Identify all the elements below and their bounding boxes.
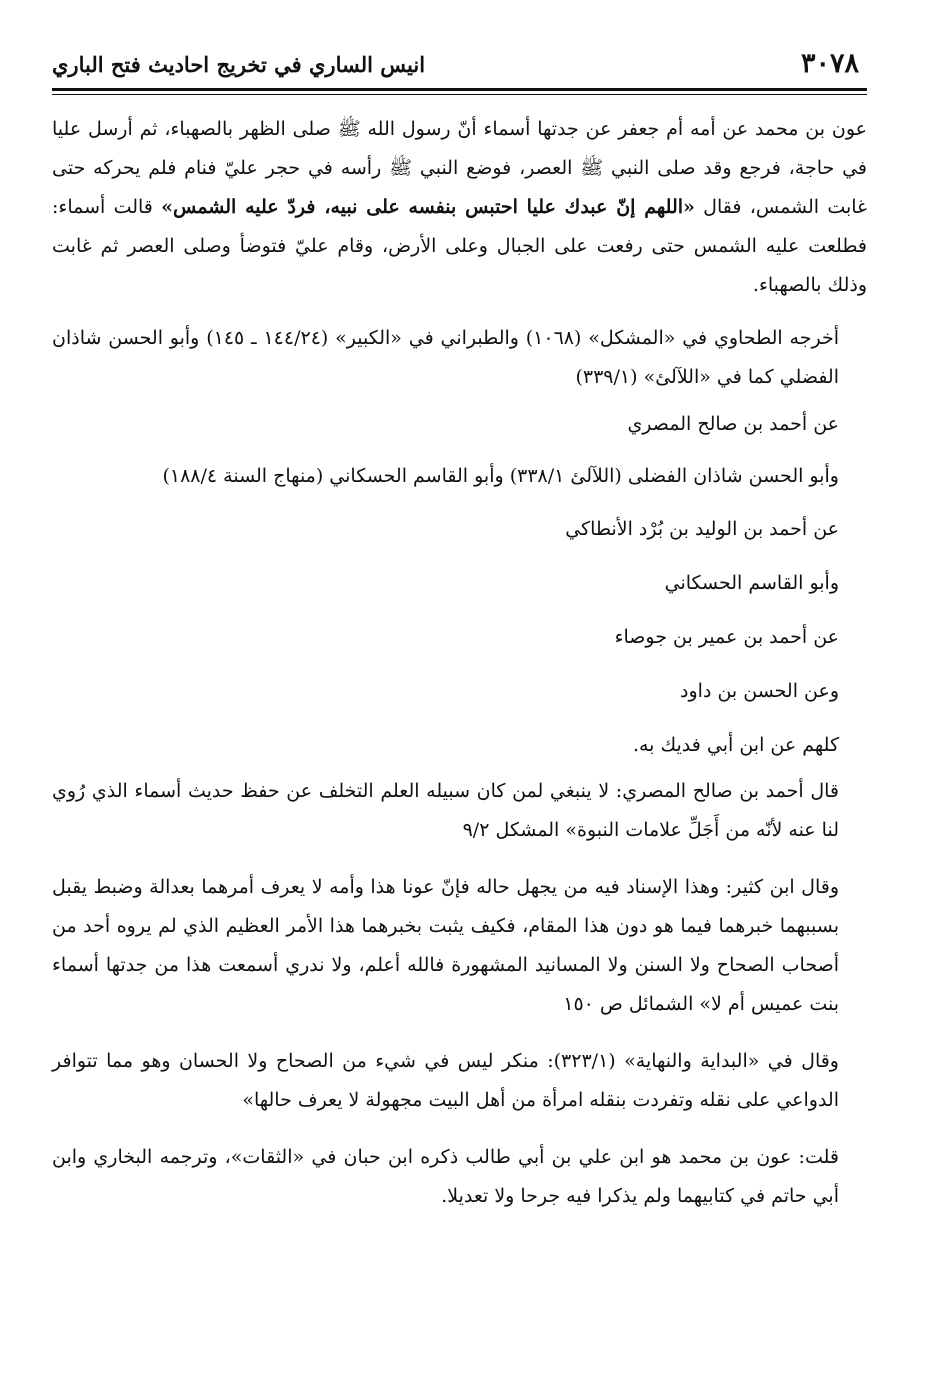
quote-ahmad-salih: قال أحمد بن صالح المصري: لا ينبغي لمن كان سبيله العلم التخلف عن حفظ حديث أسماء الذي رُوي لنا عنه لأنّه من أَجَلِّ علامات النبوة» المشكل ٩/٢ xyxy=(52,780,839,841)
hadith-text-end: قالت أسماء: فطلعت عليه الشمس حتى رفعت على الجبال وعلى الأرض، وقام عليّ فتوضأ وصلى العصر ثم غابت وذلك بالصهباء. xyxy=(52,196,867,296)
chain-line: وعن الحسن بن داود xyxy=(680,680,839,702)
chain-line: كلهم عن ابن أبي فديك به. xyxy=(632,734,839,756)
isnad-chain xyxy=(52,502,867,772)
page-body xyxy=(52,110,867,1216)
page-header xyxy=(52,48,867,92)
takhrij-paragraph-2: وأبو الحسن شاذان الفضلى (اللآلئ ٣٣٨/١) وأبو القاسم الحسكاني (منهاج السنة ١٨٨/٤) xyxy=(162,465,839,487)
chain-line: عن أحمد بن عمير بن جوصاء xyxy=(614,626,839,648)
running-title: انيس الساري في تخريج احاديث فتح الباري xyxy=(52,52,426,77)
chain-line: وأبو القاسم الحسكاني xyxy=(664,572,839,594)
hadith-quote-bold: «اللهم إنّ عبدك عليا احتبس بنفسه على نبيه، فردّ عليه الشمس» xyxy=(161,196,695,218)
takhrij-paragraph: أخرجه الطحاوي في «المشكل» (١٠٦٨) والطبراني في «الكبير» (١٤٤/٢٤ ـ ١٤٥) وأبو الحسن شاذان الفضلي كما في «اللآلئ» (٣٣٩/١) xyxy=(52,327,839,388)
header-rule-thick xyxy=(52,88,867,91)
hadith-paragraph xyxy=(52,110,867,305)
header-rule-thin xyxy=(52,94,867,95)
book-page xyxy=(52,0,867,1385)
quote-bidaya: وقال في «البداية والنهاية» (٣٢٣/١): منكر ليس في شيء من الصحاح ولا الحسان وهو مما تتوافر الدواعي على نقله وتفردت بنقله امرأة من أهل البيت مجهولة لا يعرف حالها» xyxy=(52,1050,839,1111)
chain-line: عن أحمد بن الوليد بن بُرْد الأنطاكي xyxy=(565,518,839,540)
hadith-text-start: عون بن محمد عن أمه أم جعفر عن جدتها أسماء أنّ رسول الله ﷺ صلى الظهر بالصهباء، ثم أرسل عليا في حاجة، فرجع وقد صلى النبي ﷺ العصر، فوضع النبي ﷺ رأسه في حجر عليّ فنام فلم يحركه حتى غابت الشمس، فقال xyxy=(52,118,867,218)
author-note: قلت: عون بن محمد هو ابن علي بن أبي طالب ذكره ابن حبان في «الثقات»، وترجمه البخاري وابن أبي حاتم في كتابيهما ولم يذكرا فيه جرحا ولا تعديلا. xyxy=(52,1146,839,1207)
quote-ibn-kathir: وقال ابن كثير: وهذا الإسناد فيه من يجهل حاله فإنّ عونا هذا وأمه لا يعرف أمرهما بعدالة وضبط يقبل بسببهما خبرهما فيما هو دون هذا المقام، فكيف يثبت بخبرهما هذا الأمر العظيم الذي لم يروه أحد من أصحاب الصحاح ولا السنن ولا المسانيد المشهورة فالله أعلم، ولا ندري أسمعت هذا من جدتها أسماء بنت عميس أم لا» الشمائل ص ١٥٠ xyxy=(52,876,839,1015)
chain-line-ahmad-salih: عن أحمد بن صالح المصري xyxy=(627,413,839,435)
page-number: ٣٠٧٨ xyxy=(800,48,859,79)
